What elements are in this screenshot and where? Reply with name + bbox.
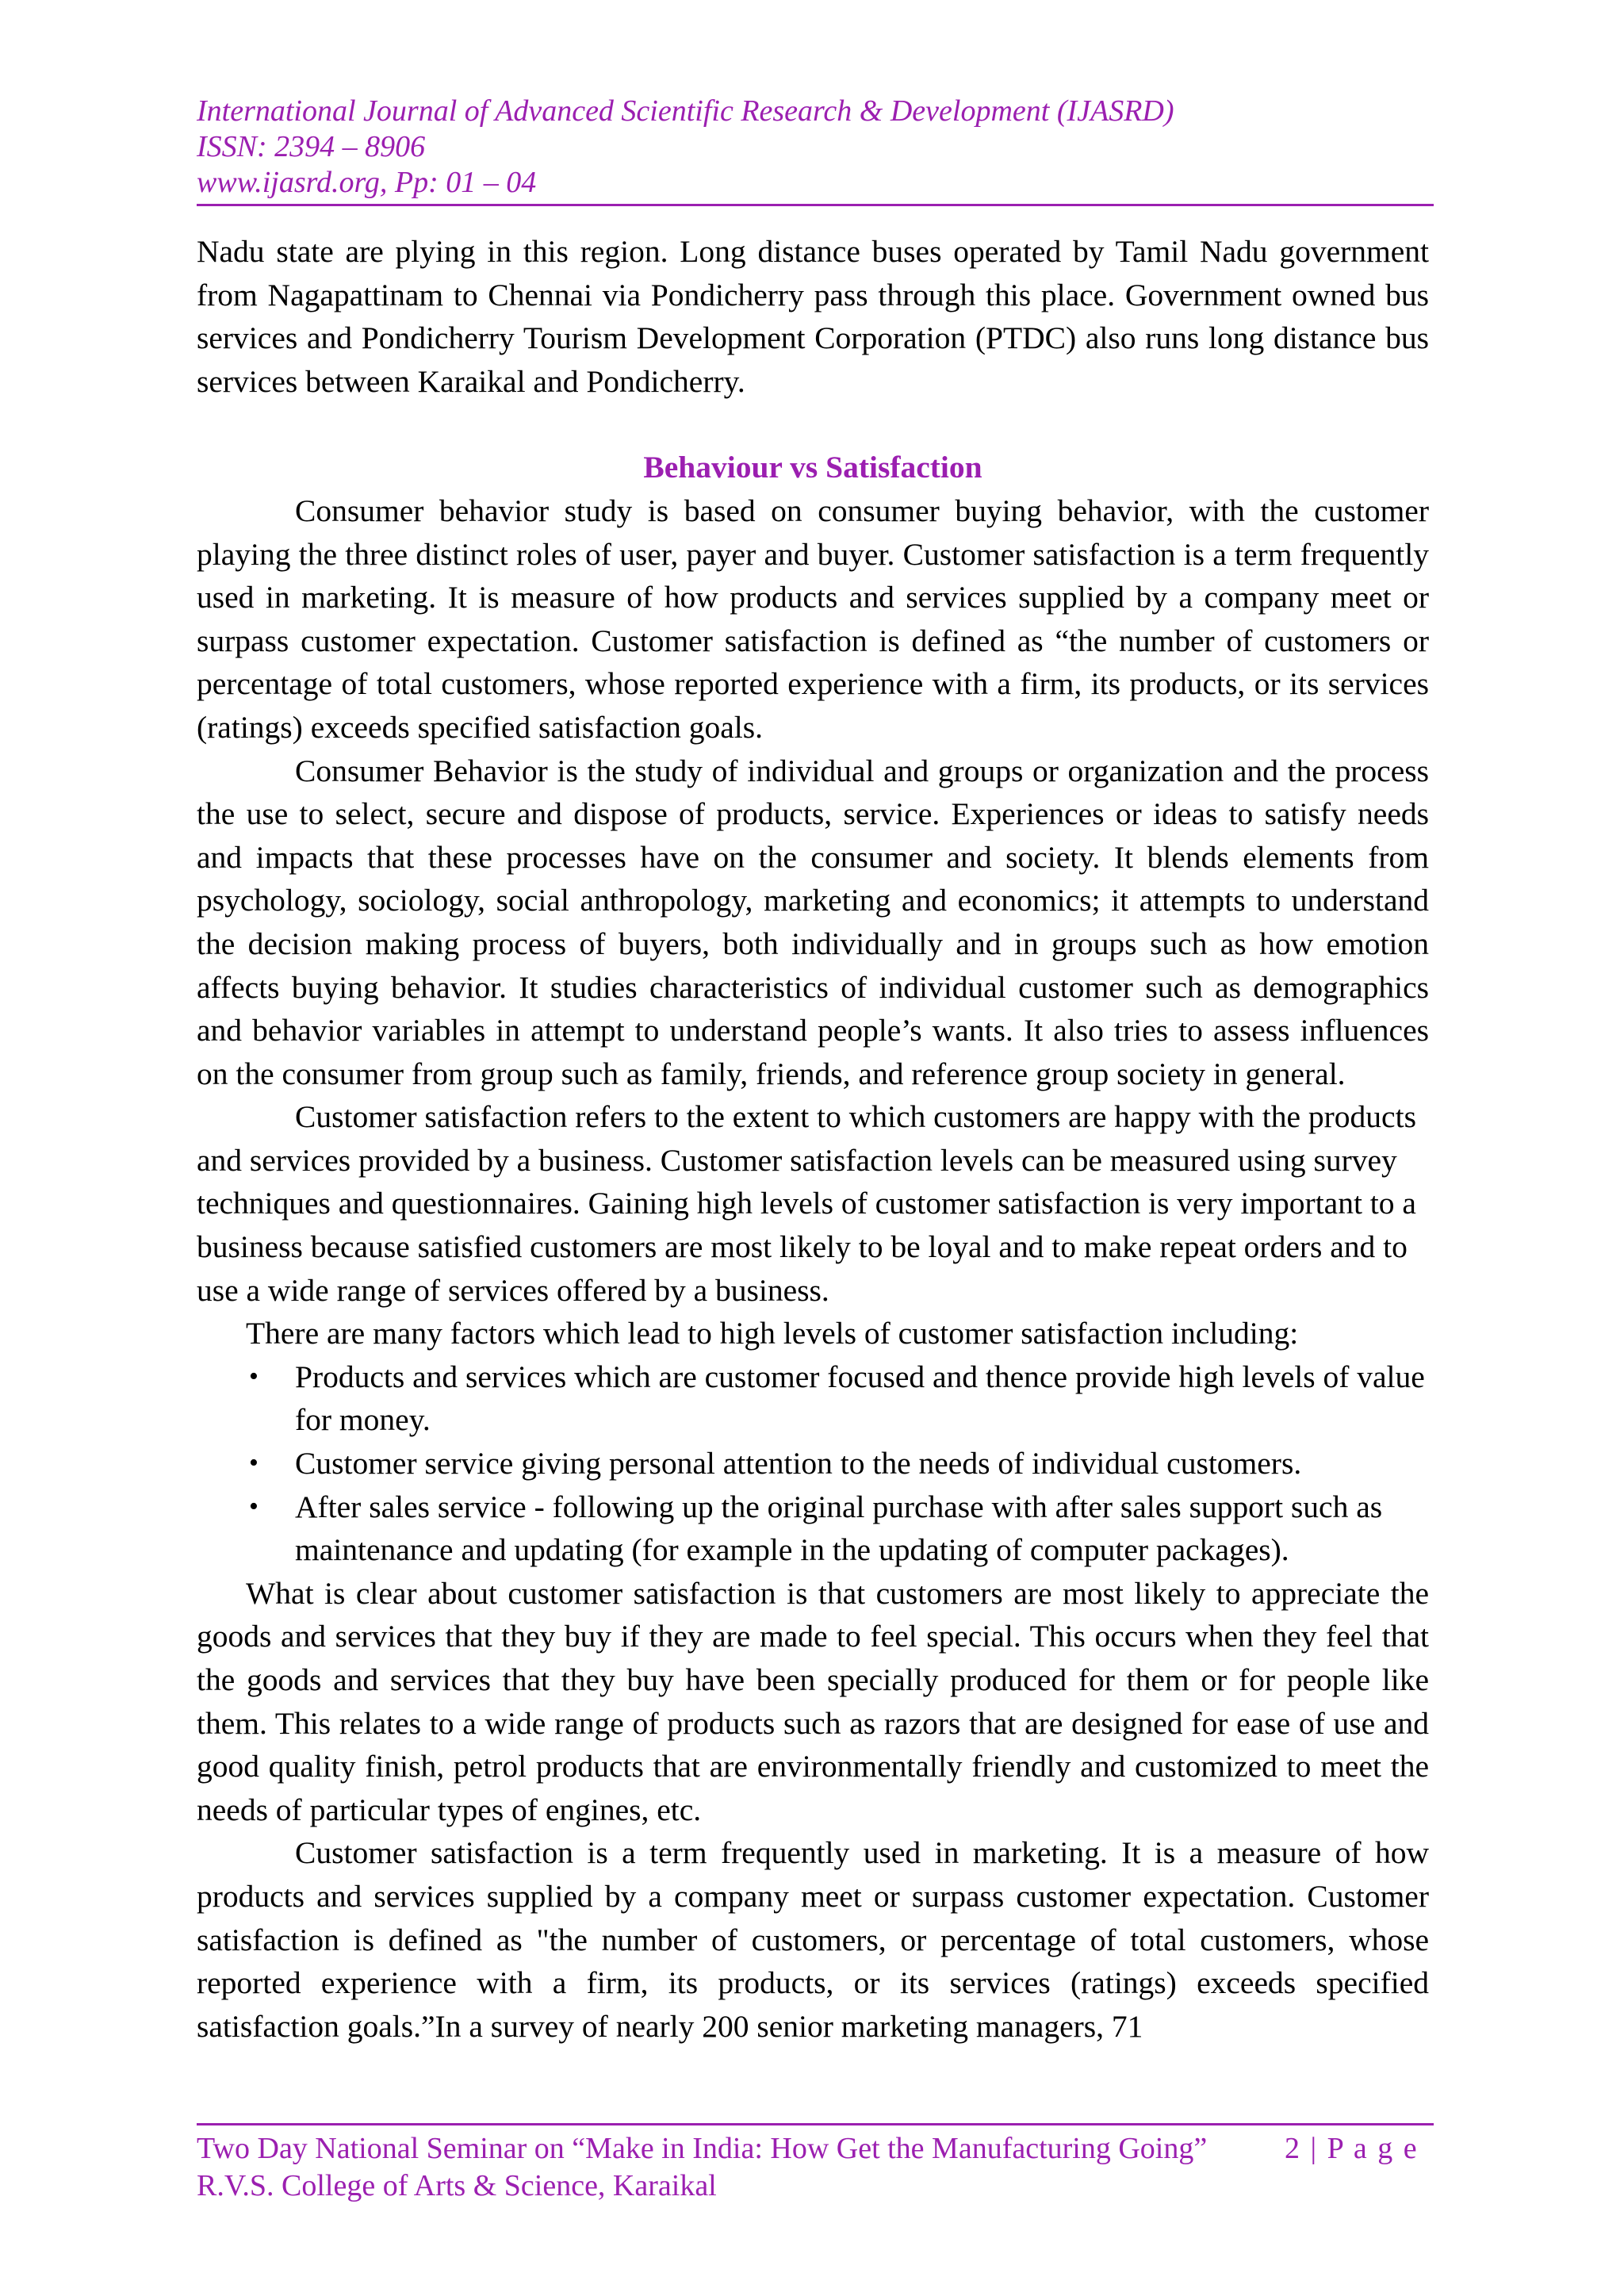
issn-line: ISSN: 2394 – 8906 [197, 130, 426, 163]
factors-list [197, 1355, 1429, 1572]
article-body [197, 230, 1429, 2048]
footer-divider [197, 2123, 1434, 2125]
list-item [197, 1485, 1429, 1572]
bullet-icon: • [249, 1361, 259, 1391]
paragraph-feel-special: What is clear about customer satisfaction is that customers are most likely to appreciate the goods and services that they buy if they are made to feel special. This occurs when they feel that the goods and services that they buy have been specially produced for them or for people like them. This relates to a wide range of products such as razors that are designed for ease of use and good quality finish, petrol products that are environmentally friendly and customized to meet the needs of particular types of engines, etc. [197, 1575, 1429, 1827]
intro-paragraph: Nadu state are plying in this region. Long distance buses operated by Tamil Nadu government from Nagapattinam to Chennai via Pondicherry pass through this place. Government owned bus services and Pondicherry Tourism Development Corporation (PTDC) also runs long distance bus services between Karaikal and Pondicherry. [197, 234, 1429, 399]
paragraph-marketing-measure: Customer satisfaction is a term frequently used in marketing. It is a measure of how products and services supplied by a company meet or surpass customer expectation. Customer satisfaction is defined as "the number of customers, or percentage of total customers, whose reported experience with a firm, its products, or its services (ratings) exceeds specified satisfaction goals.”In a survey of nearly 200 senior marketing managers, 71 [197, 1835, 1429, 2044]
running-header [197, 94, 1434, 201]
journal-title: International Journal of Advanced Scientific Research & Development (IJASRD) [197, 94, 1174, 128]
section-heading: Behaviour vs Satisfaction [643, 450, 982, 485]
header-divider [197, 204, 1434, 206]
college-name: R.V.S. College of Arts & Science, Karaikal [197, 2169, 717, 2202]
factors-intro: There are many factors which lead to high levels of customer satisfaction including: [246, 1316, 1299, 1351]
bullet-icon: • [249, 1448, 259, 1478]
list-item [197, 1442, 1429, 1485]
list-item-text: Customer service giving personal attention to the needs of individual customers. [295, 1446, 1302, 1481]
page-number: 2 | P a g e [1285, 2132, 1419, 2165]
website-pages-line: www.ijasrd.org, Pp: 01 – 04 [197, 166, 537, 199]
running-footer [197, 2130, 1434, 2205]
list-item [197, 1355, 1429, 1442]
paragraph-customer-satisfaction: Customer satisfaction refers to the extent to which customers are happy with the products and services provided by a business. Customer satisfaction levels can be measured using survey techniques and questionnaires. Gaining high levels of customer satisfaction is very important to a business because satisfied customers are most likely to be loyal and to make repeat orders and to use a wide range of services offered by a business. [197, 1099, 1416, 1308]
seminar-title: Two Day National Seminar on “Make in India: How Get the Manufacturing Going” [197, 2132, 1208, 2165]
paragraph-consumer-behavior: Consumer Behavior is the study of individual and groups or organization and the process the use to select, secure and dispose of products, service. Experiences or ideas to satisfy needs and impacts that these processes have on the consumer and society. It blends elements from psychology, sociology, social anthropology, marketing and economics; it attempts to understand the decision making process of buyers, both individually and in groups such as how emotion affects buying behavior. It studies characteristics of individual customer such as demographics and behavior variables in attempt to understand people’s wants. It also tries to assess influences on the consumer from group such as family, friends, and reference group society in general. [197, 753, 1429, 1091]
list-item-text: Products and services which are customer focused and thence provide high levels of value for money. [295, 1359, 1425, 1438]
paragraph-behavior-study: Consumer behavior study is based on consumer buying behavior, with the customer playing the three distinct roles of user, payer and buyer. Customer satisfaction is a term frequently used in marketing. It is measure of how products and services supplied by a company meet or surpass customer expectation. Customer satisfaction is defined as “the number of customers or percentage of total customers, whose reported experience with a firm, its products, or its services (ratings) exceeds specified satisfaction goals. [197, 493, 1429, 745]
bullet-icon: • [249, 1491, 259, 1521]
list-item-text: After sales service - following up the original purchase with after sales support such as maintenance and updating (for example in the updating of computer packages). [295, 1489, 1383, 1568]
